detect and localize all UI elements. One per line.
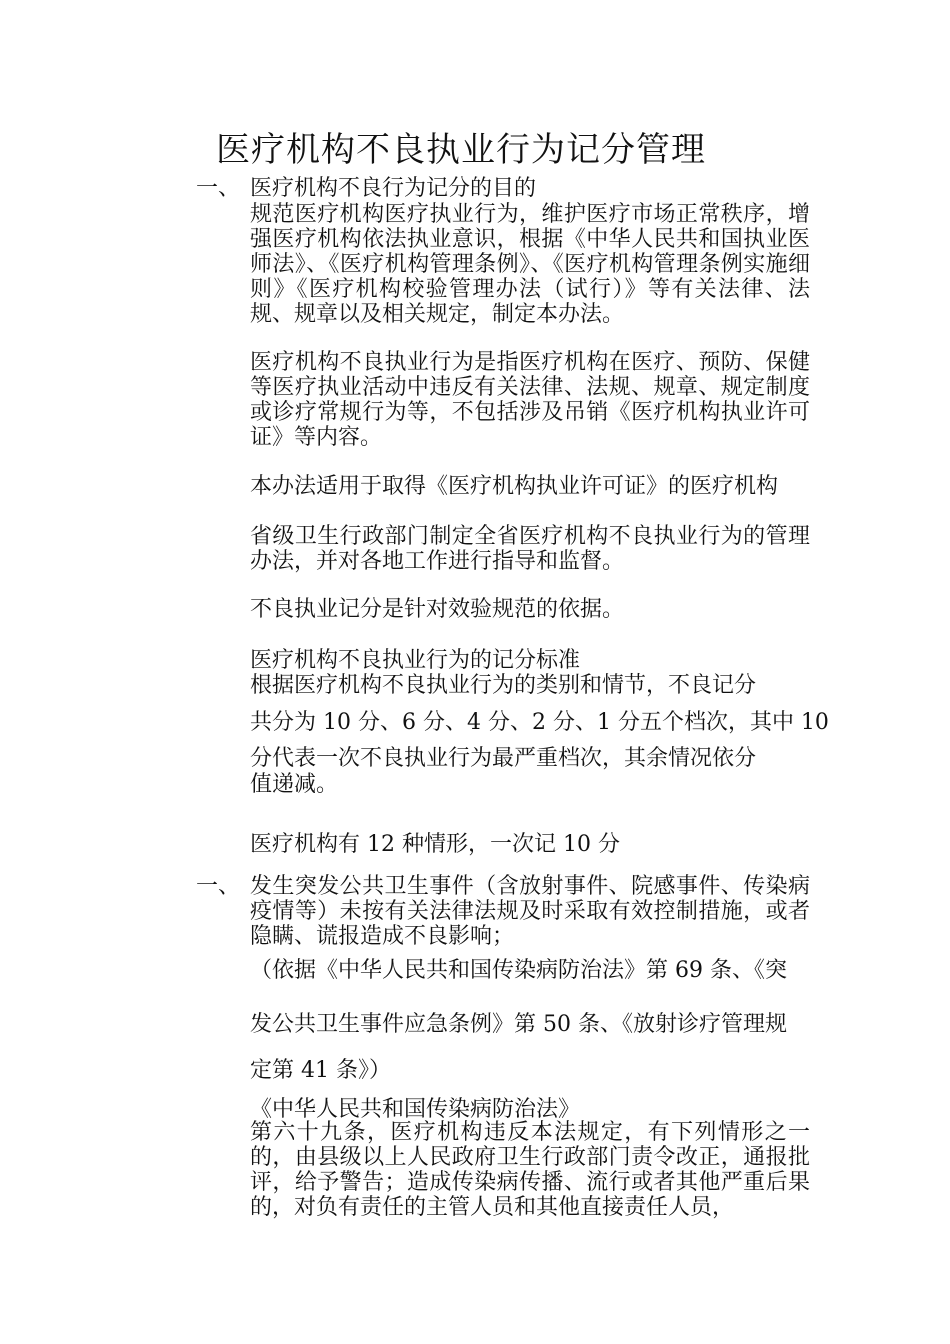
standard-line: 根据医疗机构不良执业行为的类别和情节，不良记分 [250, 673, 757, 698]
section-marker: 一、 [196, 176, 241, 201]
twelve-cases-line: 医疗机构有 12 种情形，一次记 10 分 [250, 832, 620, 857]
item-marker: 一、 [196, 874, 241, 899]
legal-basis-line: （依据《中华人民共和国传染病防治法》第 69 条、《突 [250, 958, 787, 983]
law-title: 《中华人民共和国传染病防治法》 [250, 1097, 581, 1122]
standard-line: 值递减。 [250, 772, 339, 797]
definition-paragraph: 医疗机构不良执业行为是指医疗机构在医疗、预防、保健等医疗执业活动中违反有关法律、法规、规章、规定制度或诊疗常规行为等，不包括涉及吊销《医疗机构执业许可证》等内容。 [250, 350, 810, 450]
standard-line: 分代表一次不良执业行为最严重档次，其余情况依分 [250, 746, 757, 771]
law-article-text: 第六十九条，医疗机构违反本法规定，有下列情形之一的，由县级以上人民政府卫生行政部门责令改正，通报批评，给予警告；造成传染病传播、流行或者其他严重后果的，对负有责任的主管人员和其他直接责任人员， [250, 1120, 810, 1220]
standard-line: 共分为 10 分、6 分、4 分、2 分、1 分五个档次，其中 10 [250, 710, 829, 735]
item-text: 发生突发公共卫生事件（含放射事件、院感事件、传染病疫情等）未按有关法律法规及时采取有效控制措施，或者隐瞒、谎报造成不良影响； [250, 874, 810, 949]
legal-basis-line: 发公共卫生事件应急条例》第 50 条、《放射诊疗管理规 [250, 1012, 787, 1037]
basis-paragraph: 不良执业记分是针对效验规范的依据。 [250, 597, 625, 622]
authority-paragraph: 省级卫生行政部门制定全省医疗机构不良执业行为的管理办法，并对各地工作进行指导和监督。 [250, 524, 810, 574]
legal-basis-line: 定第 41 条》） [250, 1058, 391, 1083]
section-heading: 医疗机构不良行为记分的目的 [250, 176, 537, 201]
standard-heading: 医疗机构不良执业行为的记分标准 [250, 648, 581, 673]
page-title: 医疗机构不良执业行为记分管理 [216, 130, 706, 170]
scope-paragraph: 本办法适用于取得《医疗机构执业许可证》的医疗机构 [250, 474, 779, 499]
purpose-paragraph: 规范医疗机构医疗执业行为，维护医疗市场正常秩序，增强医疗机构依法执业意识，根据《中华人民共和国执业医师法》、《医疗机构管理条例》、《医疗机构管理条例实施细则》《医疗机构校验管理办法（试行）》等有关法律、法规、规章以及相关规定，制定本办法。 [250, 202, 810, 327]
